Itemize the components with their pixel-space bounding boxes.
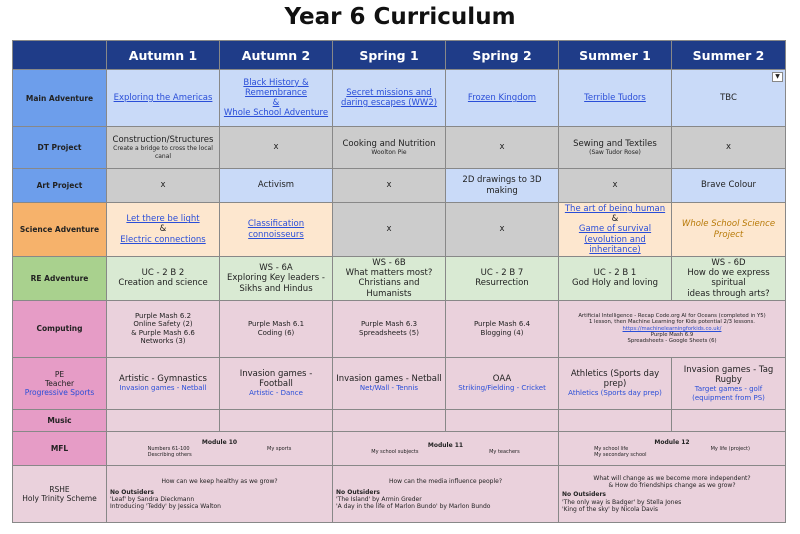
- dt-summer1-sub: (Saw Tudor Rose): [589, 149, 641, 157]
- row-label-science-adventure: Science Adventure: [13, 203, 107, 257]
- pe-autumn2-l1: Invasion games -: [239, 368, 313, 379]
- mfl-summer-b1: My life (project): [710, 445, 750, 452]
- sci-autumn1-amp: &: [159, 224, 167, 235]
- rshe-autumn-no-outsiders: No Outsiders: [110, 488, 154, 496]
- cell-music-spring1: [333, 409, 446, 431]
- pe-summer1-ps: Athletics (Sports day prep): [568, 389, 662, 398]
- cell-main-summer2[interactable]: [672, 70, 786, 127]
- row-dt-project: [13, 127, 786, 169]
- rshe-label: RSHE: [49, 484, 70, 494]
- comp-spring2-l2: Blogging (4): [480, 328, 524, 337]
- re-autumn1-code: UC - 2 B 2: [141, 268, 185, 279]
- comp-spring1-l1: Purple Mash 6.3: [360, 320, 418, 329]
- row-label-dt-project: DT Project: [13, 127, 107, 169]
- cell-re-autumn2: [220, 257, 333, 301]
- sci-summer2-line1: Whole School Science: [681, 219, 776, 230]
- rshe-spring-book2: 'A day in the life of Marlon Bundo' by Marlon Bundo: [336, 503, 491, 511]
- pe-autumn1-ps: Invasion games - Netball: [119, 384, 207, 393]
- cell-re-summer2: [672, 257, 786, 301]
- row-art-project: [13, 169, 786, 203]
- cell-pe-spring2: [446, 357, 559, 409]
- link-electric-connections[interactable]: Electric connections: [120, 234, 206, 245]
- row-label-re-adventure: RE Adventure: [13, 257, 107, 301]
- cell-sci-summer1[interactable]: [559, 203, 672, 257]
- re-autumn2-title: Exploring Key leaders -: [227, 273, 325, 284]
- rshe-spring-question: How can the media influence people?: [389, 477, 502, 485]
- cell-comp-spring2: [446, 300, 559, 357]
- pe-autumn2-ps: Artistic - Dance: [249, 389, 303, 398]
- link-amp[interactable]: &: [272, 98, 280, 108]
- re-spring2-code: UC - 2 B 7: [480, 268, 524, 279]
- row-main-adventure: [13, 70, 786, 127]
- re-summer2-title: How do we express spiritual: [687, 268, 770, 289]
- cell-re-spring1: [333, 257, 446, 301]
- dt-autumn1-sub: Create a bridge to cross the local canal: [113, 145, 213, 160]
- header-row: [13, 41, 786, 70]
- row-label-music: Music: [13, 409, 107, 431]
- term-header-summer2: Summer 2: [672, 41, 786, 70]
- mfl-autumn-a1: Numbers 61-100: [147, 445, 190, 452]
- cell-pe-autumn1: [107, 357, 220, 409]
- re-spring1-code: WS - 6B: [372, 258, 406, 269]
- rshe-autumn-book2: Introducing 'Teddy' by Jessica Walton: [110, 503, 221, 511]
- rshe-summer-question1: What will change as we become more independent?: [593, 474, 751, 482]
- re-spring1-title: What matters most?: [345, 268, 433, 279]
- comp-autumn1-l4: Networks (3): [140, 337, 186, 346]
- rshe-autumn-question: How can we keep healthy as we grow?: [161, 477, 278, 485]
- cell-sci-autumn1[interactable]: [107, 203, 220, 257]
- rshe-spring-book1: 'The Island' by Armin Greder: [336, 495, 422, 503]
- row-mfl: [13, 431, 786, 465]
- cell-art-autumn1: x: [107, 169, 220, 203]
- dt-spring1-title: Cooking and Nutrition: [342, 138, 436, 149]
- cell-pe-summer2: [672, 357, 786, 409]
- link-remembrance[interactable]: Remembrance: [245, 87, 307, 98]
- cell-main-autumn2[interactable]: [220, 70, 333, 127]
- re-summer2-code: WS - 6D: [711, 258, 746, 269]
- link-game-of-survival[interactable]: Game of survival: [578, 224, 652, 235]
- pe-spring2-teacher: OAA: [492, 374, 512, 385]
- comp-autumn2-l1: Purple Mash 6.1: [247, 320, 305, 329]
- rshe-summer-question2: & How do friendships change as we grow?: [608, 482, 736, 490]
- cell-pe-spring1: [333, 357, 446, 409]
- cell-dt-autumn2: x: [220, 127, 333, 169]
- row-label-main-adventure: Main Adventure: [13, 70, 107, 127]
- cell-mfl-spring: [333, 431, 559, 465]
- link-connoisseurs[interactable]: connoisseurs: [248, 229, 304, 240]
- pe-summer2-l1: Invasion games - Tag: [683, 364, 774, 375]
- cell-comp-spring1: [333, 300, 446, 357]
- row-rshe: [13, 465, 786, 522]
- row-label-art-project: Art Project: [13, 169, 107, 203]
- sci-summer2-line2: Project: [713, 229, 744, 240]
- corner-cell: [13, 41, 107, 70]
- cell-dt-spring2: x: [446, 127, 559, 169]
- cell-main-spring1[interactable]: [333, 70, 446, 127]
- cell-rshe-autumn: [107, 465, 333, 522]
- link-terrible-tudors[interactable]: Terrible Tudors: [584, 92, 646, 103]
- cell-dt-spring1: [333, 127, 446, 169]
- cell-comp-autumn2: [220, 300, 333, 357]
- rshe-summer-book2: 'King of the sky' by Nicola Davis: [562, 505, 658, 513]
- link-machine-learning-for-kids[interactable]: https://machinelearningforkids.co.uk/: [622, 325, 722, 332]
- comp-summer-l1: Artificial Intelligence - Recap Code.org AI for Oceans (completed in Y5): [578, 312, 766, 319]
- mfl-summer-a1: My school life: [594, 445, 629, 452]
- re-summer1-title: God Holy and loving: [571, 278, 658, 289]
- row-label-pe: [13, 357, 107, 409]
- cell-dt-summer2: x: [672, 127, 786, 169]
- row-music: [13, 409, 786, 431]
- row-science-adventure: [13, 203, 786, 257]
- rshe-summer-no-outsiders: No Outsiders: [562, 491, 606, 499]
- cell-art-autumn2: Activism: [220, 169, 333, 203]
- comp-summer-l4: Purple Mash 6.9: [650, 332, 694, 338]
- pe-summer2-ps2: (equipment from PS): [692, 393, 765, 402]
- main-summer2-text: TBC: [720, 92, 737, 103]
- term-header-autumn1: Autumn 1: [107, 41, 220, 70]
- link-classification[interactable]: Classification: [247, 219, 305, 230]
- row-label-mfl: MFL: [13, 431, 107, 465]
- link-daring-escapes[interactable]: daring escapes (WW2): [340, 98, 438, 108]
- mfl-autumn-a2: Describing others: [147, 451, 192, 458]
- pe-summer2-ps1: Target games - golf: [694, 385, 763, 394]
- pe-spring2-ps: Striking/Fielding - Cricket: [458, 384, 546, 393]
- re-autumn2-sub: Sikhs and Hindus: [239, 283, 313, 294]
- pe-summer2-l2: Rugby: [715, 374, 742, 385]
- comp-summer-l2: 1 lesson, then Machine Learning for Kids potential 2/3 lessons.: [588, 319, 755, 326]
- cell-music-autumn2: [220, 409, 333, 431]
- cell-art-summer2: Brave Colour: [672, 169, 786, 203]
- cell-sci-spring1: x: [333, 203, 446, 257]
- row-computing: [13, 300, 786, 357]
- comp-autumn2-l2: Coding (6): [257, 328, 295, 337]
- sci-summer1-amp: &: [611, 214, 619, 225]
- pe-summer1-l1: Athletics (Sports day: [570, 368, 660, 379]
- cell-main-spring2[interactable]: [446, 70, 559, 127]
- cell-re-summer1: [559, 257, 672, 301]
- rshe-spring-no-outsiders: No Outsiders: [336, 488, 380, 496]
- cell-mfl-autumn: [107, 431, 333, 465]
- comp-spring1-l2: Spreadsheets (5): [359, 328, 419, 337]
- link-art-of-being-human[interactable]: The art of being human: [564, 204, 666, 215]
- row-re-adventure: [13, 257, 786, 301]
- term-header-summer1: Summer 1: [559, 41, 672, 70]
- cell-music-autumn1: [107, 409, 220, 431]
- mfl-summer-module: Module 12: [654, 438, 690, 446]
- term-header-spring1: Spring 1: [333, 41, 446, 70]
- dt-summer1-title: Sewing and Textiles: [573, 138, 657, 149]
- cell-art-spring2: 2D drawings to 3D making: [446, 169, 559, 203]
- row-label-computing: Computing: [13, 300, 107, 357]
- cell-sci-summer2: [672, 203, 786, 257]
- re-spring2-title: Resurrection: [475, 278, 529, 289]
- curriculum-table: [12, 40, 786, 523]
- chevron-down-icon[interactable]: ▼: [772, 72, 783, 82]
- rshe-scheme: Holy Trinity Scheme: [22, 493, 97, 503]
- cell-rshe-spring: [333, 465, 559, 522]
- mfl-autumn-b1: My sports: [267, 445, 292, 452]
- mfl-autumn-module: Module 10: [201, 438, 238, 446]
- cell-main-autumn1[interactable]: [107, 70, 220, 127]
- pe-autumn2-l2: Football: [259, 379, 293, 390]
- row-label-rshe: [13, 465, 107, 522]
- cell-music-spring2: [446, 409, 559, 431]
- link-secret-missions[interactable]: Secret missions and: [346, 87, 432, 98]
- cell-sci-spring2: x: [446, 203, 559, 257]
- dt-spring1-sub: Woolton Pie: [371, 149, 407, 157]
- pe-spring1-ps: Net/Wall - Tennis: [359, 384, 419, 393]
- mfl-spring-module: Module 11: [427, 441, 464, 449]
- re-autumn2-code: WS - 6A: [259, 263, 293, 274]
- comp-summer-l5: Spreadsheets - Google Sheets (6): [627, 338, 717, 345]
- term-header-spring2: Spring 2: [446, 41, 559, 70]
- pe-autumn1-teacher: Artistic - Gymnastics: [119, 374, 207, 385]
- cell-re-autumn1: [107, 257, 220, 301]
- cell-comp-autumn1: [107, 300, 220, 357]
- cell-main-summer1[interactable]: [559, 70, 672, 127]
- cell-art-spring1: x: [333, 169, 446, 203]
- pe-label-teacher: Teacher: [44, 378, 75, 388]
- cell-art-summer1: x: [559, 169, 672, 203]
- pe-summer1-l2: prep): [603, 379, 627, 390]
- cell-mfl-summer: [559, 431, 786, 465]
- link-let-there-be-light[interactable]: Let there be light: [126, 214, 200, 225]
- cell-pe-autumn2: [220, 357, 333, 409]
- re-autumn1-title: Creation and science: [118, 278, 208, 289]
- pe-spring1-teacher: Invasion games - Netball: [336, 374, 442, 385]
- re-summer2-sub: ideas through arts?: [687, 288, 770, 299]
- cell-re-spring2: [446, 257, 559, 301]
- comp-autumn1-l2: Online Safety (2): [133, 320, 193, 329]
- cell-dt-autumn1: [107, 127, 220, 169]
- re-spring1-sub: Christians and Humanists: [358, 278, 420, 299]
- link-evolution-inheritance[interactable]: (evolution and inheritance): [584, 234, 646, 255]
- dt-autumn1-title: Construction/Structures: [112, 135, 214, 146]
- cell-rshe-summer: [559, 465, 786, 522]
- cell-music-summer1: [559, 409, 672, 431]
- comp-autumn1-l1: Purple Mash 6.2: [134, 312, 192, 321]
- rshe-summer-book1: 'The only way is Badger' by Stella Jones: [562, 498, 682, 506]
- comp-spring2-l1: Purple Mash 6.4: [473, 320, 531, 329]
- re-summer1-code: UC - 2 B 1: [593, 268, 637, 279]
- rshe-autumn-book1: 'Leaf' by Sandra Dieckmann: [110, 495, 195, 503]
- link-black-history[interactable]: Black History &: [243, 77, 309, 88]
- link-frozen-kingdom[interactable]: Frozen Kingdom: [467, 92, 537, 103]
- link-whole-school-adventure[interactable]: Whole School Adventure: [223, 108, 329, 119]
- link-exploring-americas[interactable]: Exploring the Americas: [113, 92, 213, 103]
- mfl-spring-b1: My teachers: [489, 448, 520, 455]
- mfl-summer-a2: My secondary school: [594, 451, 647, 458]
- pe-label: PE: [54, 369, 65, 379]
- cell-dt-summer1: [559, 127, 672, 169]
- term-header-autumn2: Autumn 2: [220, 41, 333, 70]
- pe-label-progressive: Progressive Sports: [24, 387, 95, 397]
- comp-autumn1-l3: & Purple Mash 6.6: [131, 328, 195, 337]
- cell-music-summer2: [672, 409, 786, 431]
- mfl-spring-a1: My school subjects: [371, 448, 419, 455]
- cell-sci-autumn2[interactable]: [220, 203, 333, 257]
- row-pe: [13, 357, 786, 409]
- cell-pe-summer1: [559, 357, 672, 409]
- page-title: Year 6 Curriculum: [284, 4, 516, 30]
- cell-comp-summer: [559, 300, 786, 357]
